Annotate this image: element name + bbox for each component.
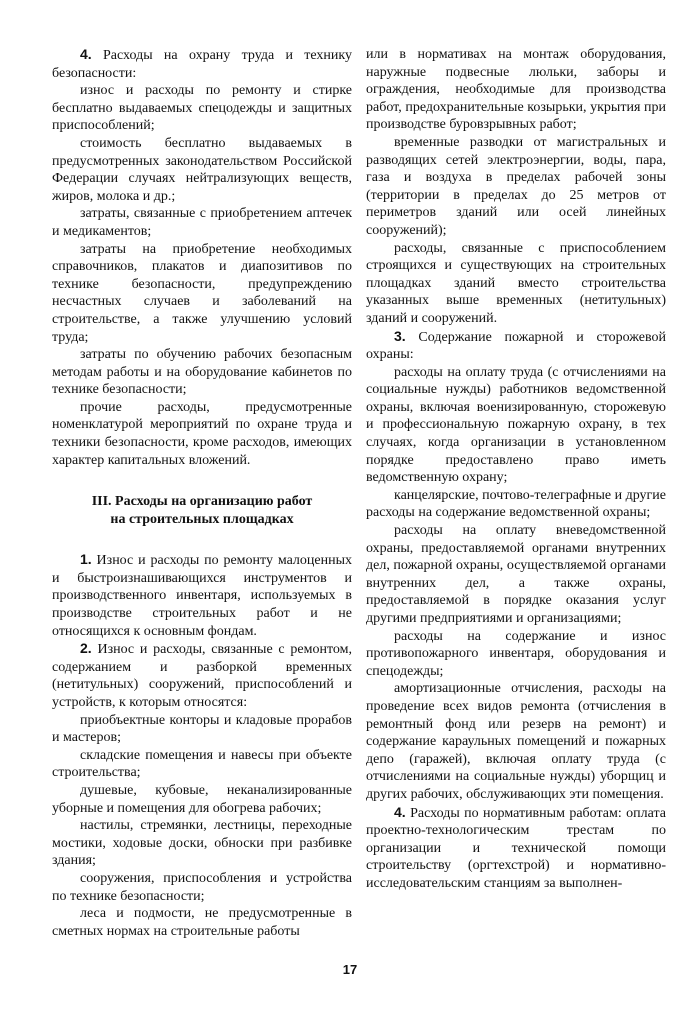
- list-item: душевые, кубовые, неканализированные уборные и помещения для обогрева рабочих;: [52, 782, 352, 816]
- left-column: [52, 46, 352, 940]
- section-4-title: [52, 46, 352, 82]
- list-item: складские помещения и навесы при объекте строительства;: [52, 747, 352, 781]
- list-item: леса и подмости, не предусмотренные в сметных нормах на строительные работы: [52, 906, 352, 939]
- list-item: затраты на приобретение необходимых справочников, плакатов и диапозитивов по технике безопасности, предупреждению несчастных случаев и заболеваний на строительстве, а также улучшению условий труда;: [52, 241, 352, 345]
- section-heading: [52, 493, 352, 529]
- paragraph-1: [52, 551, 352, 640]
- list-item: амортизационные отчисления, расходы на проведение всех видов ремонта (отчисления в ремонтный фонд или резерв на ремонт) и содержание караульных помещений и пожарных депо (гаражей), включая оплату труда (с отчислениями на социальные нужды) уборщиц и других рабочих, обслуживающих эти помещения.: [366, 681, 666, 802]
- paragraph-3-number: 3.: [394, 327, 406, 344]
- list-item: канцелярские, почтово-телеграфные и другие расходы на содержание ведомственной охраны;: [366, 487, 666, 521]
- list-item: сооружения, приспособления и устройства по технике безопасности;: [52, 870, 352, 904]
- section-4-text: Расходы на охрану труда и технику безопасности:: [52, 48, 352, 81]
- list-item: расходы на оплату труда (с отчислениями на социальные нужды) работников ведомственной охраны, включая военизированную, сторожевую и профессиональную пожарную охрану, в тех случаях, когда организации в установленном порядке предоставлено право иметь ведомственную охрану;: [366, 364, 666, 486]
- list-item: расходы на содержание и износ противопожарного инвентаря, оборудования и спецодежды;: [366, 628, 666, 679]
- list-item: временные разводки от магистральных и разводящих сетей электроэнергии, воды, пара, газа и воздуха в пределах рабочей зоны (территории в пределах до 25 метров от периметров зданий или осей линейных сооружений);: [366, 134, 666, 238]
- list-item: расходы на оплату вневедомственной охраны, предоставляемой органами внутренних дел, пожарной охраны, осуществляемой органами внутренних дел, а также охраны, предоставляемой в порядке оказания услуг другими предприятиями и организациями;: [366, 523, 666, 626]
- right-column: [366, 46, 666, 893]
- page-number: 17: [342, 962, 358, 977]
- section-heading-line-1: III. Расходы на организацию работ: [91, 494, 313, 510]
- paragraph-4-text: Расходы по нормативным работам: оплата проектно-технологическим трестам по организации и технической помощи строительству (оргтехстрой) и нормативно-исследовательским станциям за выполнен-: [366, 805, 666, 891]
- section-heading-line-2: на строительных площадках: [110, 512, 294, 528]
- paragraph-4-number: 4.: [394, 803, 406, 820]
- paragraph-1-number: 1.: [80, 551, 92, 568]
- list-item: затраты, связанные с приобретением аптечек и медикаментов;: [52, 206, 352, 239]
- list-item: приобъектные конторы и кладовые прорабов и мастеров;: [52, 712, 352, 746]
- section-4-number: 4.: [80, 46, 92, 62]
- list-item: прочие расходы, предусмотренные номенклатурой мероприятий по охране труда и техники безопасности, кроме расходов, имеющих характер капитальных вложений.: [52, 399, 352, 468]
- paragraph-3-text: Содержание пожарной и сторожевой охраны:: [366, 329, 666, 363]
- list-item: настилы, стремянки, лестницы, переходные мостики, ходовые доски, обноски при разбивке здания;: [52, 818, 352, 869]
- paragraph-1-text: Износ и расходы по ремонту малоценных и быстроизнашивающихся инструментов и производственного инвентаря, используемых в производстве строительных работ и не относящихся к основным фондам.: [52, 553, 353, 639]
- list-item: затраты по обучению рабочих безопасным методам работы и на оборудование кабинетов по технике безопасности;: [52, 347, 352, 398]
- list-item: износ и расходы по ремонту и стирке бесплатно выдаваемых спецодежды и защитных приспособлений;: [52, 83, 352, 134]
- paragraph-3: [366, 328, 666, 364]
- paragraph-2: [52, 640, 352, 711]
- list-item: расходы, связанные с приспособлением строящихся и существующих на строительных площадках зданий вместо строительства указанных выше временных (нетитульных) зданий и сооружений.: [366, 240, 666, 326]
- paragraph-2-text: Износ и расходы, связанные с ремонтом, содержанием и разборкой временных (нетитульных) сооружений, приспособлений и устройств, к которым относятся:: [52, 642, 352, 710]
- paragraph-2-number: 2.: [80, 640, 92, 657]
- paragraph-4: [366, 804, 666, 893]
- list-item: стоимость бесплатно выдаваемых в предусмотренных законодательством Российской Федерации случаях нейтрализующих веществ, жиров, молока и др.;: [52, 135, 352, 204]
- continuation-text: или в нормативах на монтаж оборудования, наружные подвесные люльки, заборы и ограждения, необходимые для производства работ, предохранительные козырьки, укрытия при производстве буровзрывных работ;: [366, 47, 666, 133]
